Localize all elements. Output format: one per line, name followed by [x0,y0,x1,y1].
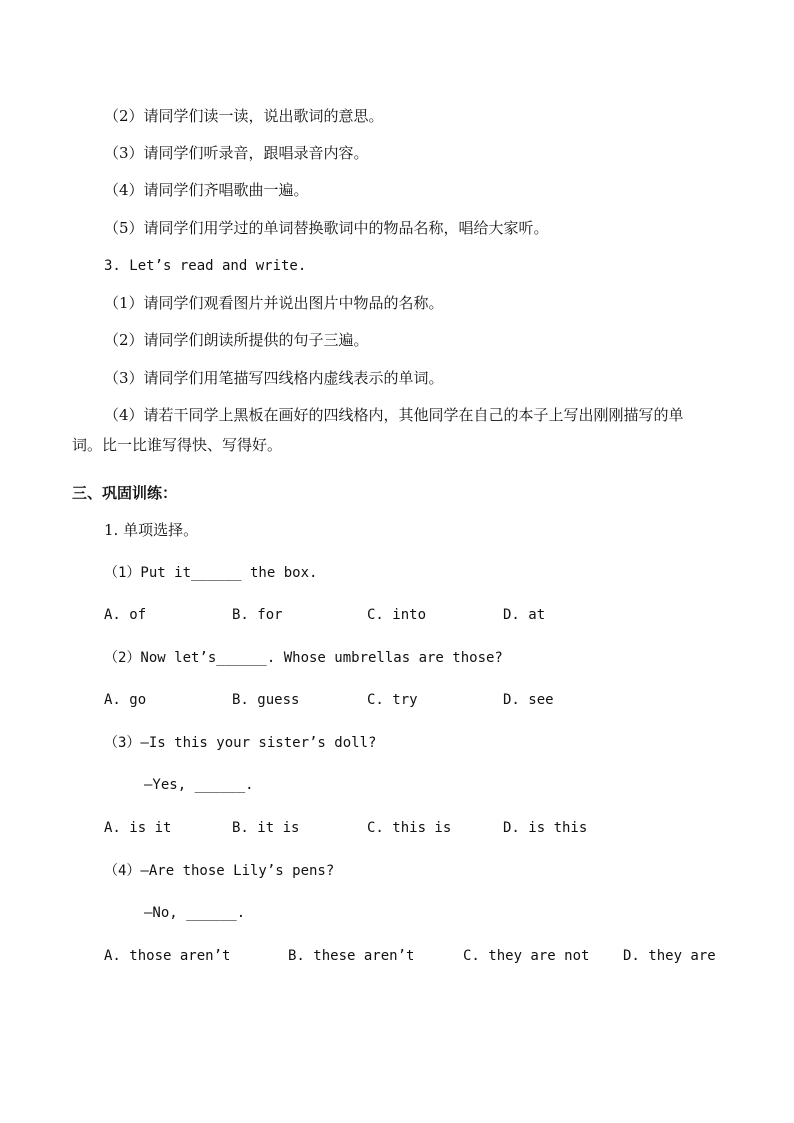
q1-option-d: D. at [503,607,546,623]
step-2-4: （4）请同学们齐唱歌曲一遍。 [104,181,309,199]
question-3-reply: —Yes, ______. [144,777,254,793]
step-3-3: （3）请同学们用笔描写四线格内虚线表示的单词。 [104,369,444,387]
question-1: （1）Put it______ the box. [104,565,318,581]
step-3-4-cont: 词。比一比谁写得快、写得好。 [72,436,283,454]
q4-option-a: A. those aren’t [104,948,231,964]
step-2-2: （2）请同学们读一读，说出歌词的意思。 [104,107,384,125]
step-3-4: （4）请若干同学上黑板在画好的四线格内，其他同学在自己的本子上写出刚刚描写的单 [104,406,684,424]
q3-option-d: D. is this [503,820,588,836]
q2-option-b: B. guess [232,692,300,708]
q3-option-c: C. this is [367,820,452,836]
q2-option-a: A. go [104,692,147,708]
step-2-5: （5）请同学们用学过的单词替换歌词中的物品名称，唱给大家听。 [104,219,549,237]
q2-option-d: D. see [503,692,554,708]
q1-option-a: A. of [104,607,147,623]
q3-option-a: A. is it [104,820,172,836]
step-3-2: （2）请同学们朗读所提供的句子三遍。 [104,331,369,349]
section-3-title: 3. Let’s read and write. [104,258,307,274]
question-4: （4）—Are those Lily’s pens? [104,863,335,879]
practice-heading: 三、巩固训练： [72,484,178,502]
question-2: （2）Now let’s______. Whose umbrellas are those? [104,650,503,666]
q4-option-b: B. these aren’t [288,948,415,964]
question-4-reply: —No, ______. [144,905,246,921]
q1-option-c: C. into [367,607,427,623]
q2-option-c: C. try [367,692,418,708]
q1-option-b: B. for [232,607,283,623]
step-2-3: （3）请同学们听录音，跟唱录音内容。 [104,144,369,162]
q4-option-c: C. they are not [463,948,590,964]
q3-option-b: B. it is [232,820,300,836]
question-3: （3）—Is this your sister’s doll? [104,735,377,751]
q4-option-d: D. they are [623,948,716,964]
exercise-title: 1. 单项选择。 [104,521,199,539]
step-3-1: （1）请同学们观看图片并说出图片中物品的名称。 [104,294,444,312]
